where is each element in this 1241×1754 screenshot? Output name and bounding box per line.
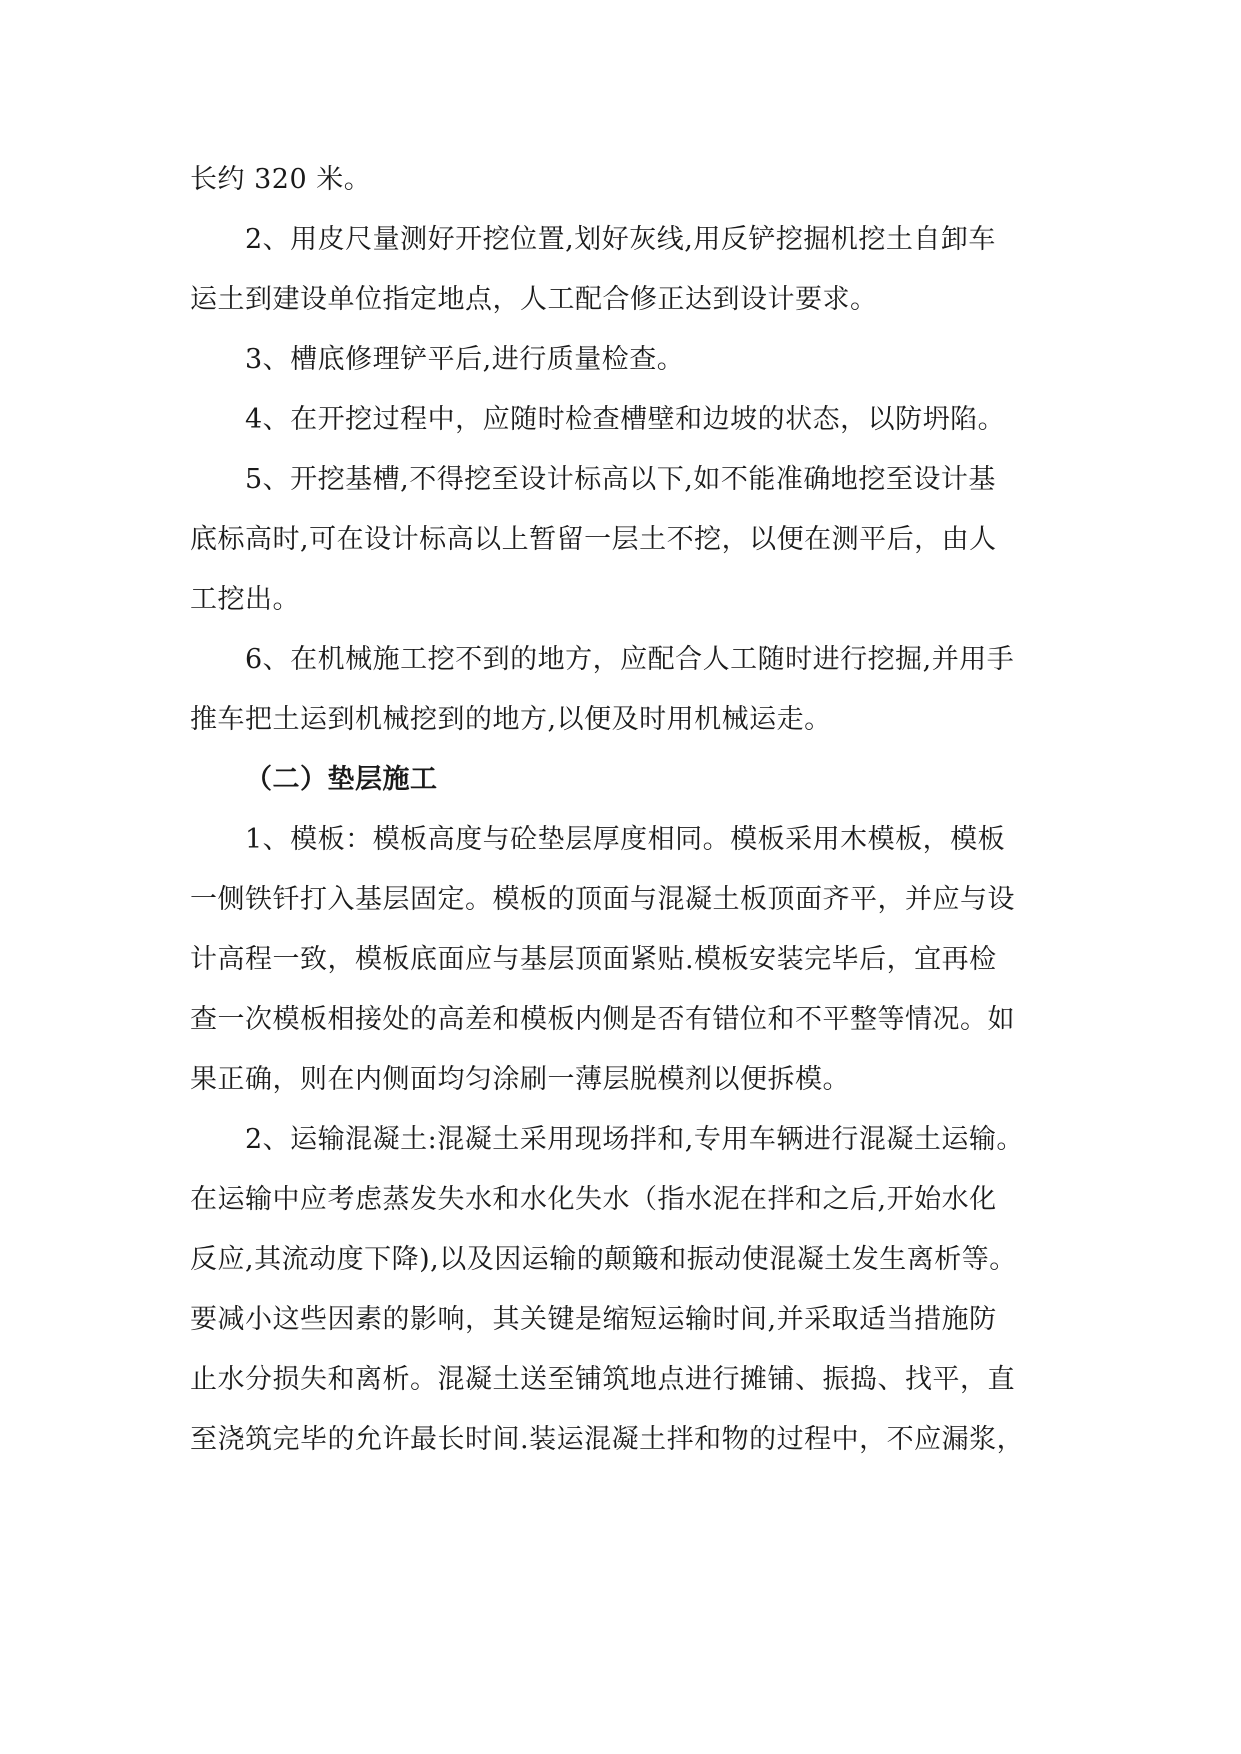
text-line: 计高程一致，模板底面应与基层顶面紧贴.模板安装完毕后，宜再检 [190,944,997,975]
text-line: 果正确，则在内侧面均匀涂刷一薄层脱模剂以便拆模。 [190,1064,850,1095]
text-line: 长约 320 米。 [190,164,372,195]
text-line: 至浇筑完毕的允许最长时间.装运混凝土拌和物的过程中，不应漏浆， [190,1424,1025,1455]
text-line: 查一次模板相接处的高差和模板内侧是否有错位和不平整等情况。如 [190,1004,1015,1035]
text-line: 4、在开挖过程中，应随时检查槽壁和边坡的状态，以防坍陷。 [245,404,1006,435]
text-line: 推车把土运到机械挖到的地方,以便及时用机械运走。 [190,704,832,735]
text-line: 反应,其流动度下降),以及因运输的颠簸和振动使混凝土发生离析等。 [190,1244,1017,1275]
text-line: 一侧铁钎打入基层固定。模板的顶面与混凝土板顶面齐平，并应与设 [190,884,1015,915]
text-line: 运土到建设单位指定地点，人工配合修正达到设计要求。 [190,284,878,315]
document-page [190,150,1058,1470]
text-line: 3、槽底修理铲平后,进行质量检查。 [245,344,685,375]
text-line: 在运输中应考虑蒸发失水和水化失水（指水泥在拌和之后,开始水化 [190,1184,997,1215]
section-heading: （二）垫层施工 [245,764,438,795]
text-line: 止水分损失和离析。混凝土送至铺筑地点进行摊铺、振捣、找平，直 [190,1364,1015,1395]
text-line: 2、用皮尺量测好开挖位置,划好灰线,用反铲挖掘机挖土自卸车 [245,224,996,255]
text-line: 工挖出。 [190,584,300,615]
text-line: 要减小这些因素的影响，其关键是缩短运输时间,并采取适当措施防 [190,1304,997,1335]
text-line: 5、开挖基槽,不得挖至设计标高以下,如不能准确地挖至设计基 [245,464,996,495]
text-line: 2、运输混凝土:混凝土采用现场拌和,专用车辆进行混凝土运输。 [245,1124,1024,1155]
text-line: 1、模板：模板高度与砼垫层厚度相同。模板采用木模板，模板 [245,824,1006,855]
text-line: 6、在机械施工挖不到的地方，应配合人工随时进行挖掘,并用手 [245,644,1015,675]
text-line: 底标高时,可在设计标高以上暂留一层土不挖，以便在测平后，由人 [190,524,997,555]
